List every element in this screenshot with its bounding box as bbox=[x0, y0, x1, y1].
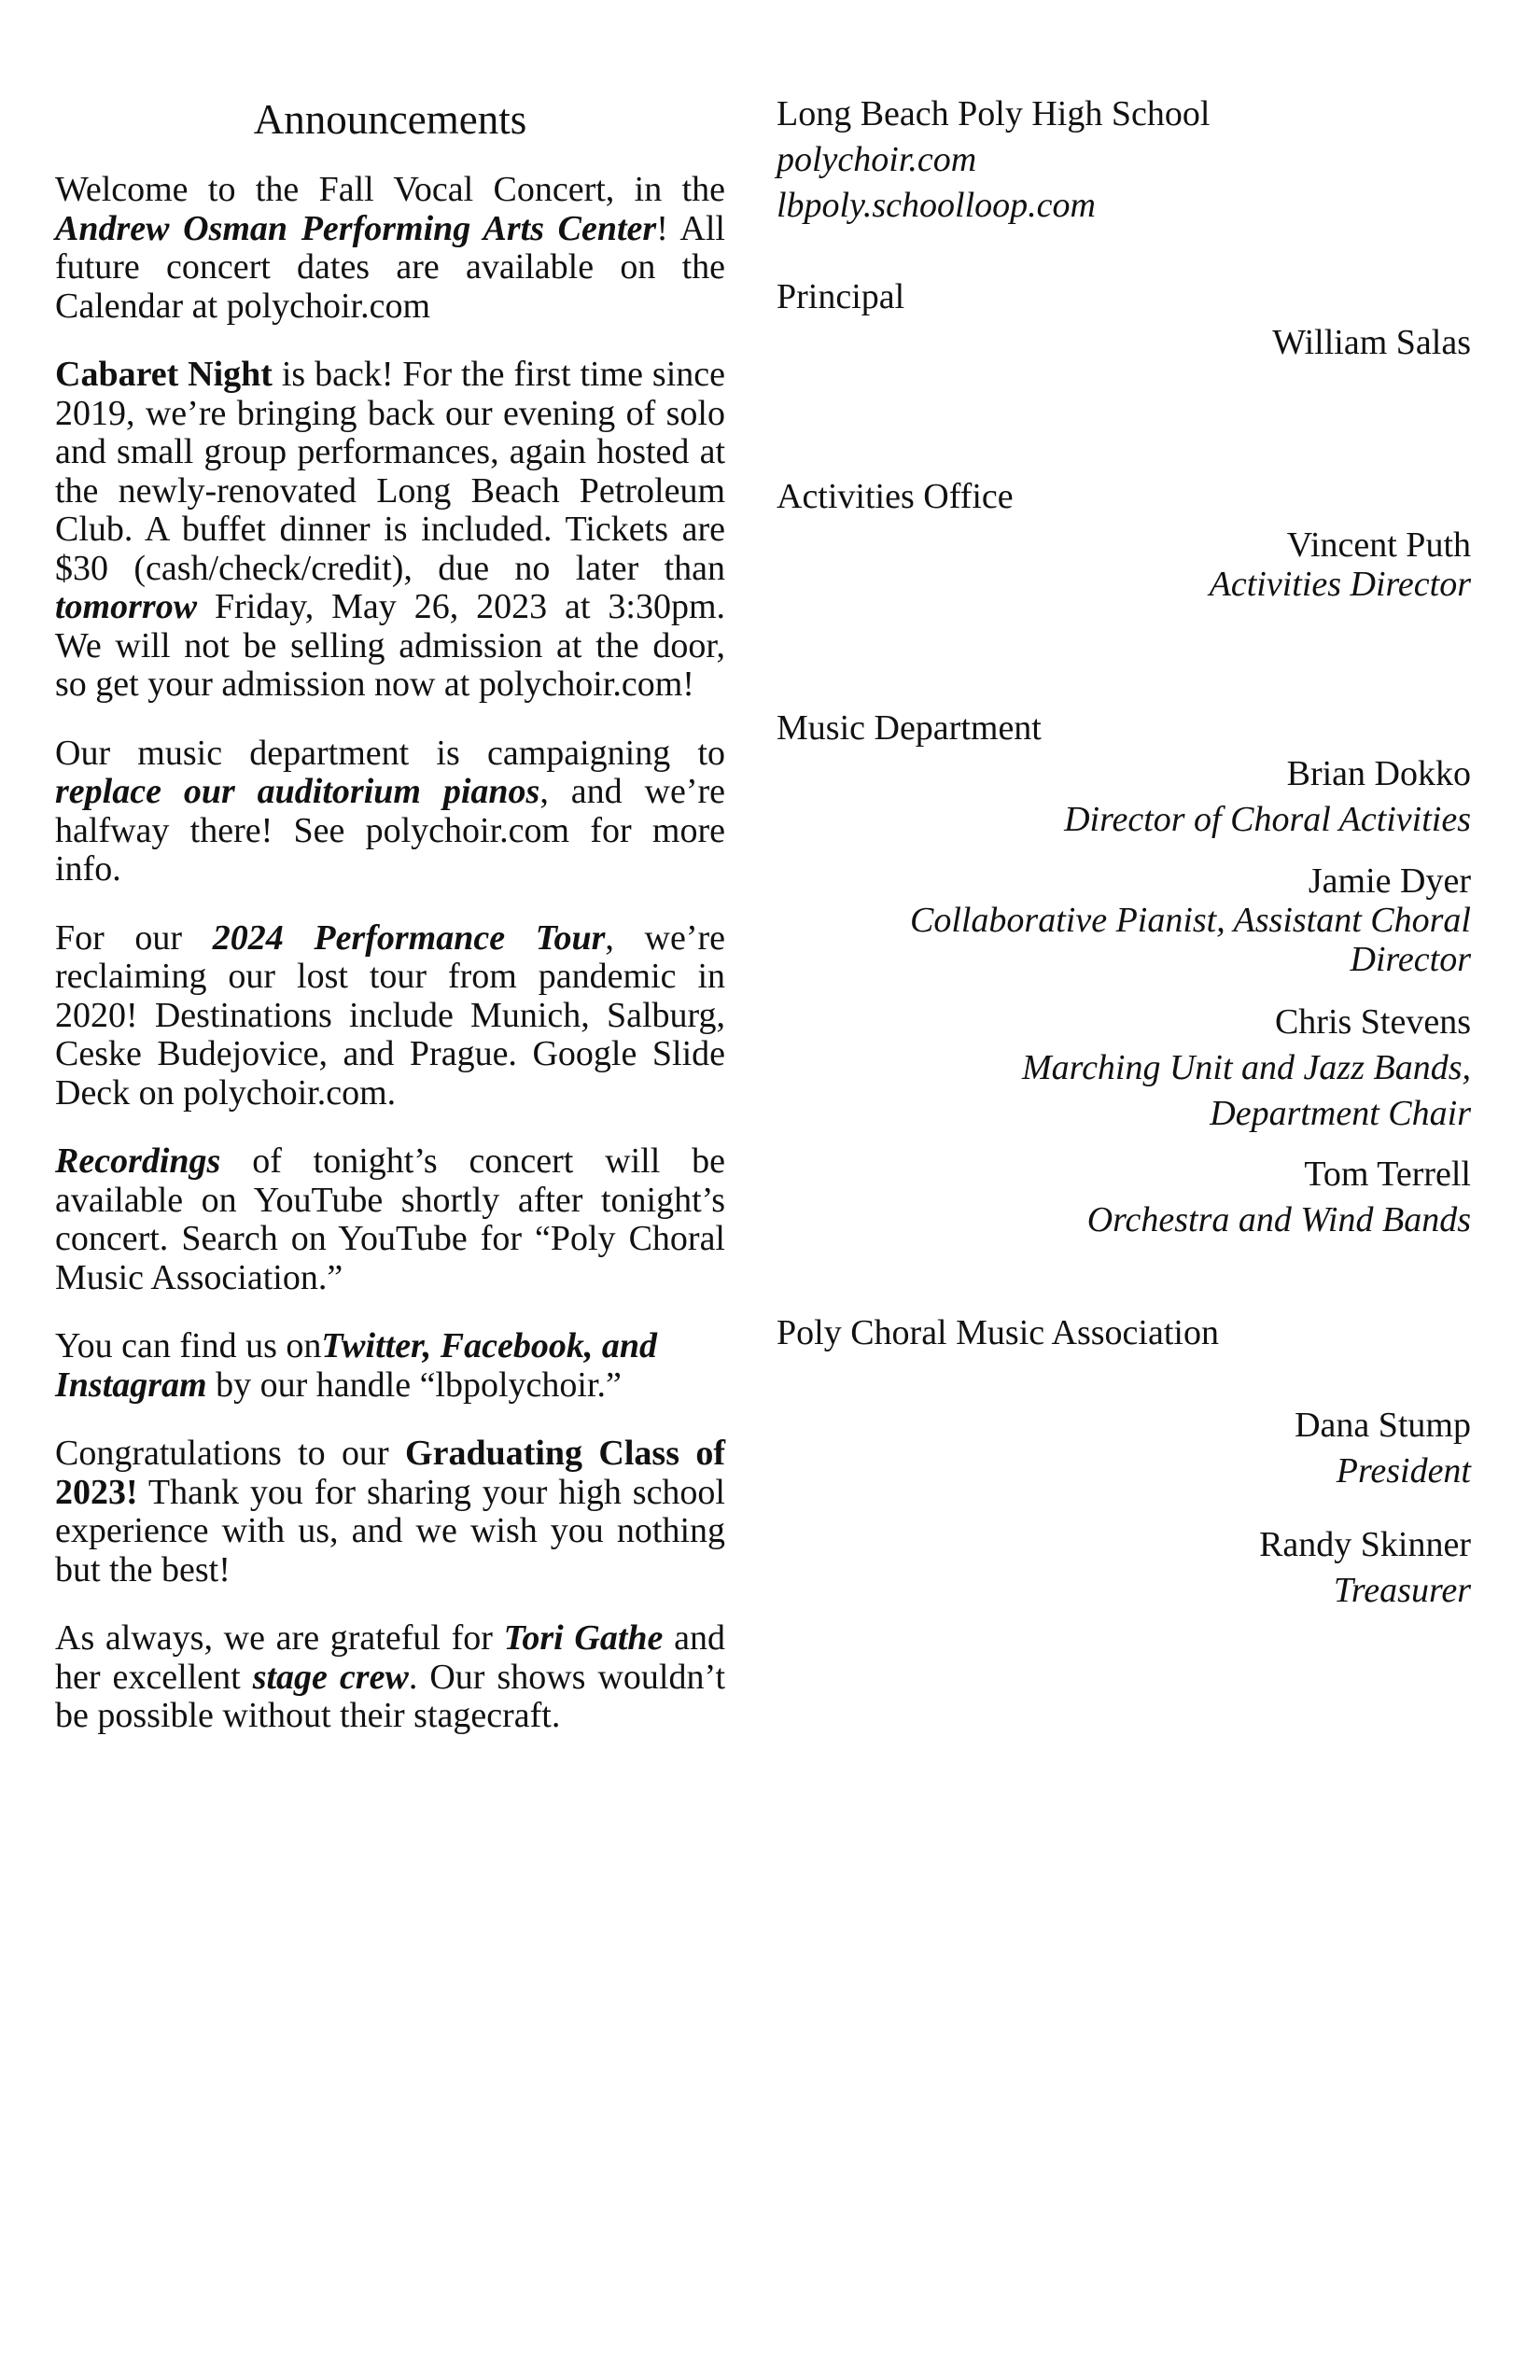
cabaret-text: is back! For the first time since 2019, we’re bringing back our evening of solo and small group performances, again hosted at the newly-renovated Long Beach Petroleum Club. A buffet dinner is included. Tickets are $30 (cash/check/credit), due no later than bbox=[55, 355, 725, 588]
directory-column bbox=[777, 91, 1471, 1614]
principal-section-title: Principal bbox=[777, 277, 905, 316]
activities-name: Vincent Puth bbox=[1286, 525, 1471, 565]
announcements-column bbox=[55, 91, 725, 1766]
graduates-paragraph bbox=[55, 1435, 725, 1589]
activities-role: Activities Director bbox=[1209, 565, 1471, 604]
pcma-section-title: Poly Choral Music Association bbox=[777, 1313, 1219, 1352]
pcma-officer-entry bbox=[777, 1522, 1471, 1614]
tour-text-end: , we’re reclaiming our lost tour from pandemic in 2020! Destinations include Munich, Salburg, Ceske Budejovice, and Prague. Google Slide Deck on polychoir.com. bbox=[55, 917, 725, 1113]
website-schoolloop: lbpoly.schoolloop.com bbox=[777, 186, 1096, 225]
music-staff-name: Jamie Dyer bbox=[1308, 861, 1471, 901]
website-polychoir: polychoir.com bbox=[777, 140, 977, 179]
music-staff-role: Collaborative Pianist, Assistant Choral Director bbox=[909, 901, 1471, 979]
principal-name: William Salas bbox=[1272, 323, 1471, 362]
music-staff-role: Director of Choral Activities bbox=[1064, 800, 1471, 839]
welcome-paragraph bbox=[55, 171, 725, 326]
tour-text: For our bbox=[55, 917, 213, 958]
stagecrew-text-end: . Our shows wouldn’t be possible without their stagecraft. bbox=[55, 1657, 726, 1735]
welcome-text-end: ! All future concert dates are available on the Calendar at polychoir.com bbox=[55, 208, 725, 326]
cabaret-text-end: Friday, May 26, 2023 at 3:30pm. We will not be selling admission at the door, so get your admission now at polychoir.com! bbox=[55, 587, 725, 704]
social-text-end: by our handle “lbpolychoir.” bbox=[206, 1365, 622, 1405]
cabaret-title: Cabaret Night bbox=[55, 355, 273, 394]
pianos-paragraph bbox=[55, 735, 725, 889]
music-staff-name: Tom Terrell bbox=[1304, 1155, 1471, 1194]
music-staff-role: Marching Unit and Jazz Bands, Department Chair bbox=[1022, 1048, 1471, 1133]
tour-paragraph bbox=[55, 919, 725, 1113]
activities-section-title: Activities Office bbox=[777, 477, 1014, 516]
welcome-text: Welcome to the Fall Vocal Concert, in the bbox=[55, 170, 725, 209]
principal-entry bbox=[777, 320, 1471, 366]
social-text: You can find us on bbox=[55, 1326, 322, 1365]
cabaret-paragraph bbox=[55, 356, 725, 705]
stagecrew-paragraph bbox=[55, 1619, 725, 1736]
music-staff-entry bbox=[777, 1152, 1471, 1243]
social-platforms: Twitter, Facebook, and Instagram bbox=[55, 1326, 657, 1405]
music-staff-name: Chris Stevens bbox=[1274, 1002, 1471, 1042]
music-staff-entry bbox=[777, 751, 1471, 843]
pcma-officer-entry bbox=[777, 1403, 1471, 1494]
music-staff-entry bbox=[777, 861, 1471, 979]
recordings-paragraph bbox=[55, 1142, 725, 1297]
stage-manager-name: Tori Gathe bbox=[503, 1618, 664, 1658]
pcma-officer-name: Randy Skinner bbox=[1259, 1525, 1471, 1564]
music-staff-name: Brian Dokko bbox=[1286, 754, 1471, 793]
graduates-text: Congratulations to our bbox=[55, 1434, 406, 1473]
school-name: Long Beach Poly High School bbox=[777, 94, 1211, 133]
cabaret-deadline: tomorrow bbox=[55, 587, 198, 626]
pcma-officer-role: Treasurer bbox=[1333, 1571, 1471, 1610]
pcma-officer-role: President bbox=[1336, 1451, 1471, 1491]
stage-crew-highlight: stage crew bbox=[252, 1657, 409, 1697]
graduates-text-end: Thank you for sharing your high school experience with us, and we wish you nothing but the best! bbox=[55, 1472, 725, 1589]
stagecrew-text-mid: and her excellent bbox=[55, 1618, 725, 1697]
pianos-highlight: replace our auditorium pianos bbox=[55, 772, 540, 811]
announcements-heading: Announcements bbox=[253, 96, 527, 143]
stagecrew-text: As always, we are grateful for bbox=[55, 1618, 504, 1658]
recordings-title: Recordings bbox=[55, 1141, 221, 1181]
recordings-text: of tonight’s concert will be available on YouTube shortly after tonight’s concert. Search on YouTube for “Poly Choral Music Association.” bbox=[55, 1141, 725, 1297]
venue-name: Andrew Osman Performing Arts Center bbox=[55, 208, 657, 248]
graduates-highlight: Graduating Class of 2023! bbox=[55, 1434, 725, 1512]
pcma-officer-name: Dana Stump bbox=[1295, 1406, 1471, 1445]
music-staff-role: Orchestra and Wind Bands bbox=[1086, 1200, 1471, 1239]
tour-title: 2024 Performance Tour bbox=[212, 917, 606, 958]
activities-entry bbox=[777, 525, 1471, 604]
music-section-title: Music Department bbox=[777, 708, 1042, 748]
pianos-text: Our music department is campaigning to bbox=[55, 733, 725, 773]
pianos-text-end: , and we’re halfway there! See polychoir.com for more info. bbox=[55, 772, 725, 889]
social-paragraph bbox=[55, 1327, 725, 1405]
music-staff-entry bbox=[777, 1000, 1471, 1137]
